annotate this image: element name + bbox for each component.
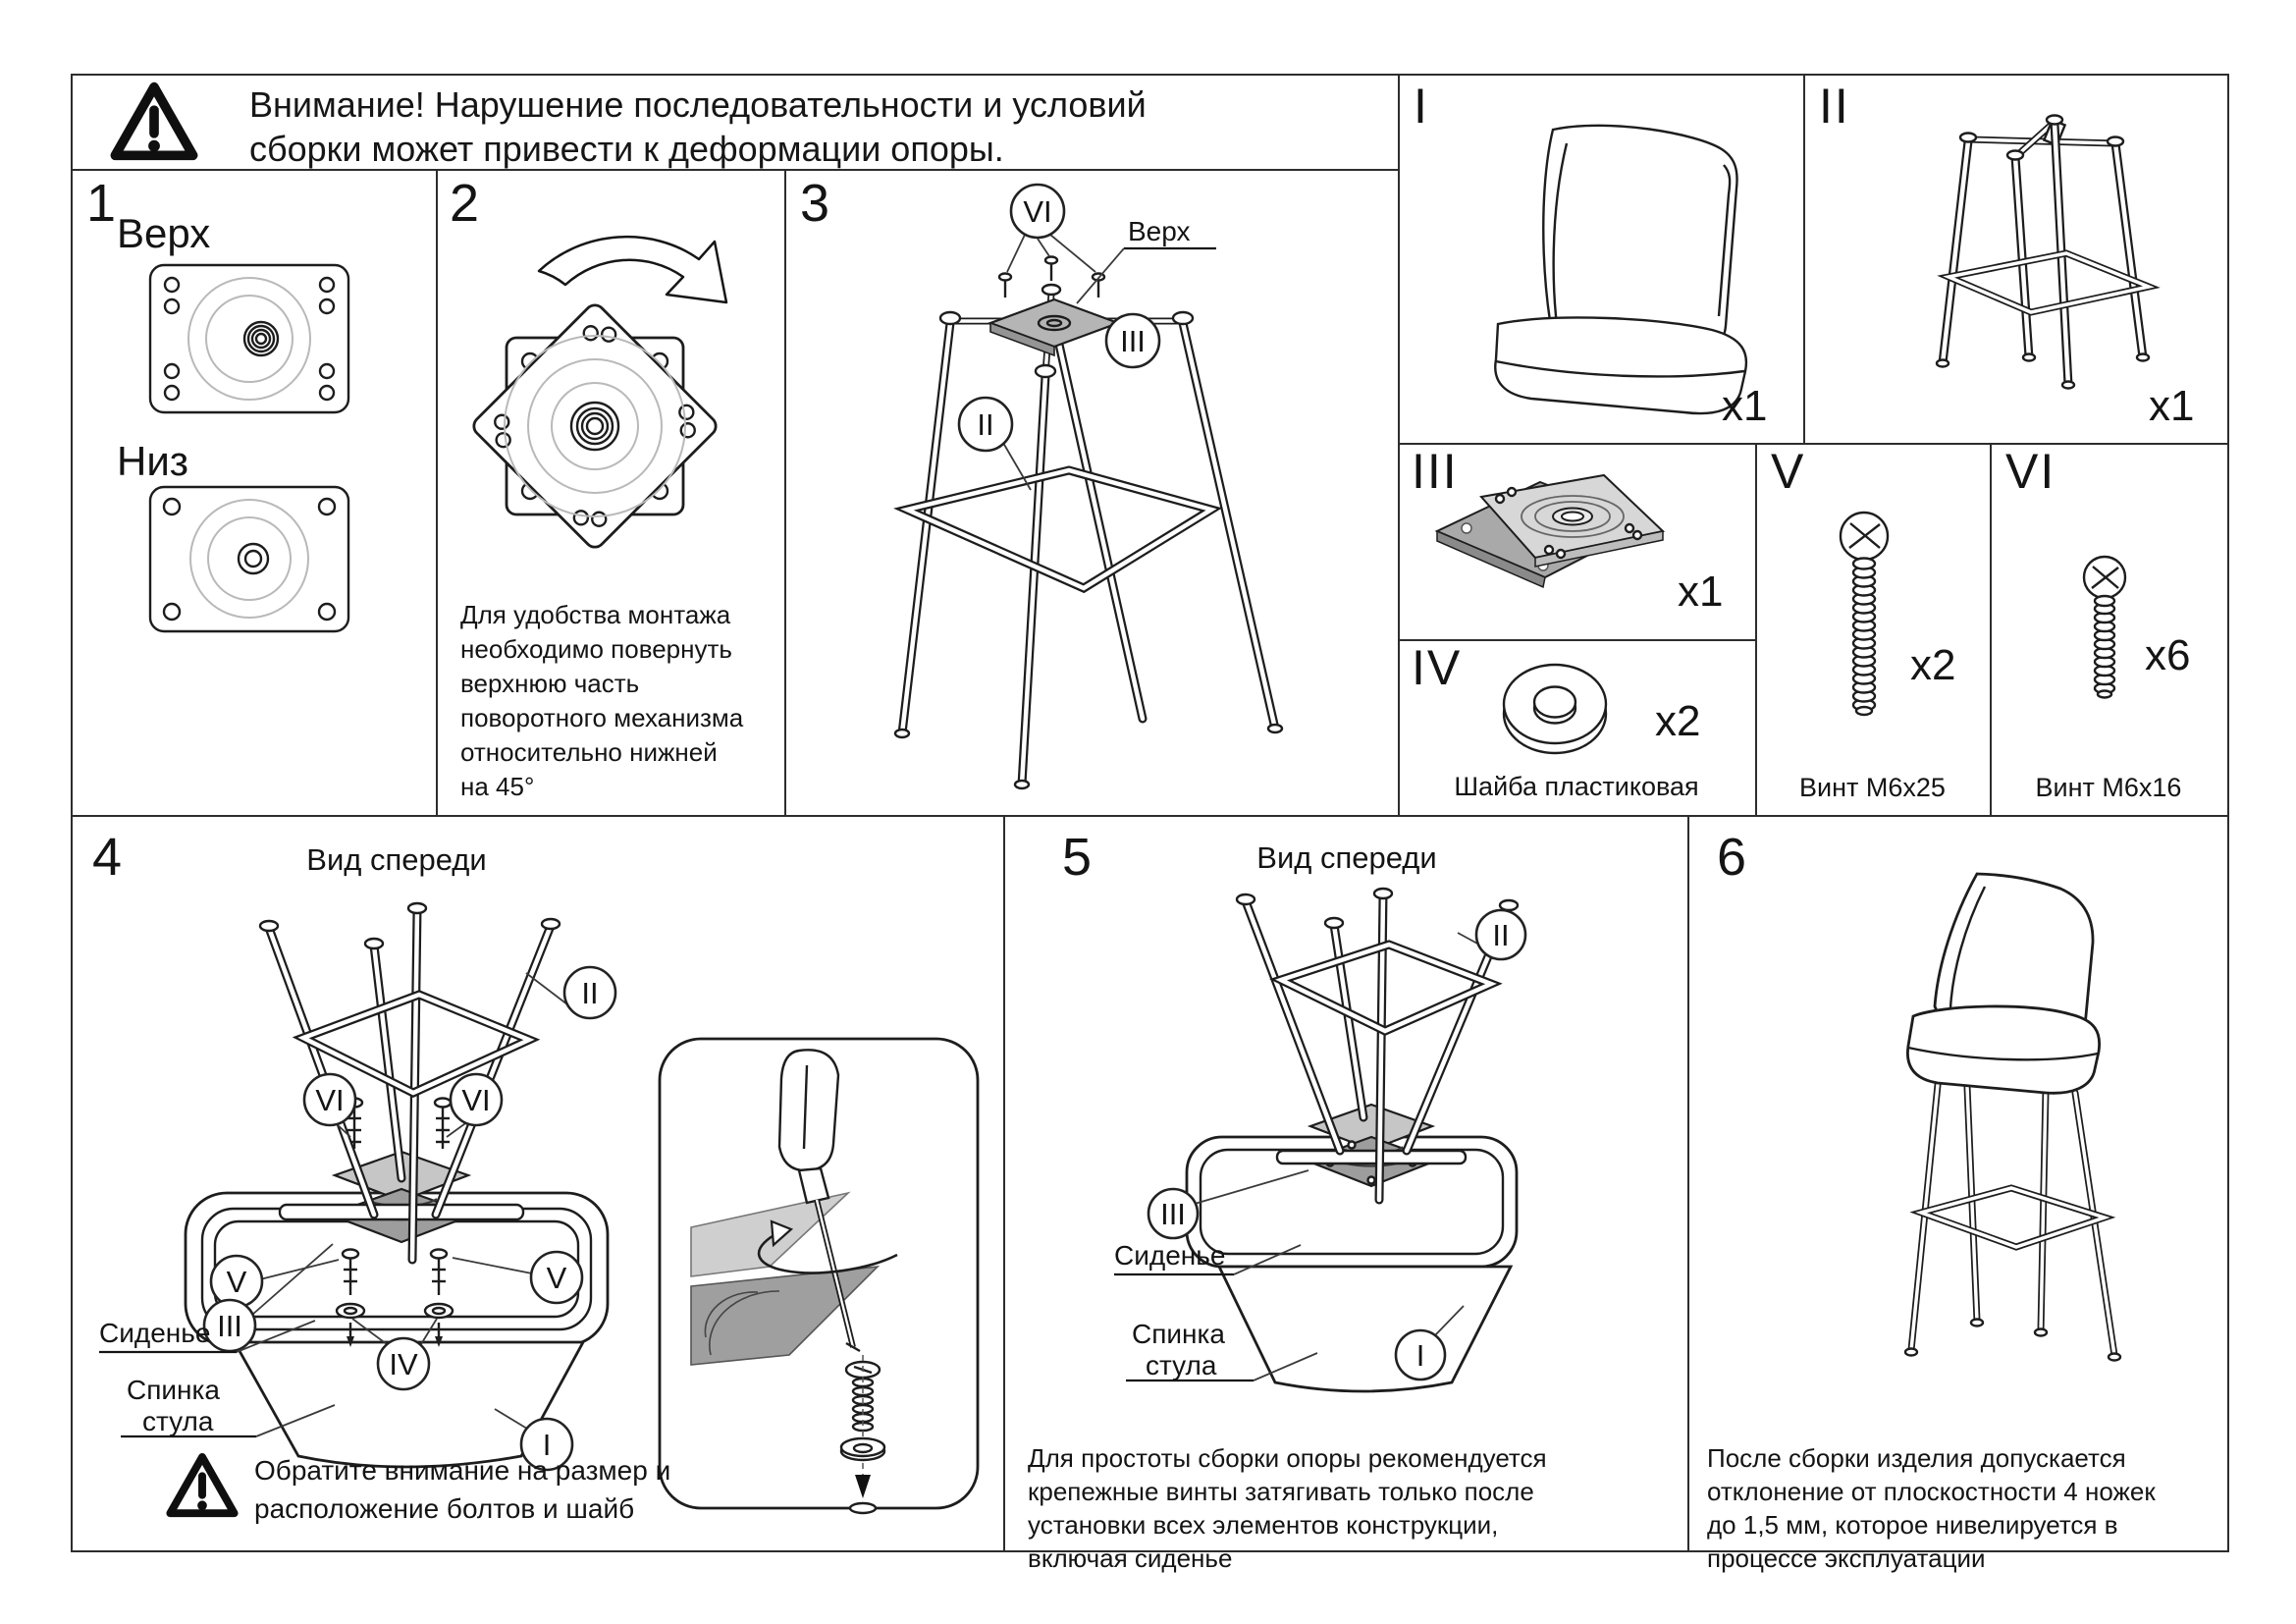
note-line: поворотного механизма <box>460 703 744 732</box>
callout-ii: II <box>977 407 994 442</box>
callout-v-left: V <box>226 1265 247 1299</box>
part-label: II <box>1819 79 1850 134</box>
note-line: отклонение от плоскостности 4 ножек <box>1707 1477 2156 1506</box>
note-line: верхнюю часть <box>460 669 640 698</box>
note-line: необходимо повернуть <box>460 634 732 664</box>
note-line: установки всех элементов конструкции, <box>1028 1510 1499 1540</box>
warning-line: расположение болтов и шайб <box>254 1493 635 1524</box>
seat-part-drawing <box>1437 110 1771 405</box>
step-number: 5 <box>1062 828 1093 887</box>
back-label-2: стула <box>142 1406 214 1436</box>
warning-icon <box>166 1451 239 1520</box>
warning-banner <box>73 76 1398 169</box>
part-name: Винт М6х16 <box>2035 773 2182 802</box>
part-label: I <box>1414 79 1429 134</box>
step-6-panel <box>1687 815 2227 1573</box>
note-line: крепежные винты затягивать только после <box>1028 1477 1534 1506</box>
note-line: Для удобства монтажа <box>460 600 731 629</box>
seat-label: Сиденье <box>99 1318 211 1348</box>
swivel-plate-bottom-drawing <box>146 483 352 635</box>
warning-line-2: сборки может привести к деформации опоры. <box>249 129 1004 169</box>
part-quantity: x2 <box>1910 641 1956 689</box>
part-quantity: x1 <box>1722 382 1768 430</box>
callout-iii: III <box>217 1309 242 1343</box>
step-5-panel <box>1003 815 1687 1573</box>
screwdriver-inset-drawing <box>652 1031 986 1517</box>
frame-part-drawing <box>1862 100 2186 405</box>
callout-vi-right: VI <box>461 1083 491 1117</box>
swivel-plate-top-drawing <box>146 261 352 416</box>
callout-iii: III <box>1160 1197 1186 1231</box>
note-line: на 45° <box>460 772 535 801</box>
step-number: 6 <box>1717 828 1747 887</box>
back-label-1: Спинка <box>1132 1319 1225 1349</box>
seat-label: Сиденье <box>1114 1240 1226 1271</box>
callout-i: I <box>542 1428 552 1462</box>
step-3-panel <box>784 169 1398 815</box>
part-ii-panel <box>1803 76 2227 443</box>
part-label: IV <box>1412 640 1463 695</box>
rotated-plate-drawing <box>446 212 774 585</box>
callout-i: I <box>1415 1338 1425 1373</box>
step-4-warning <box>254 1451 670 1528</box>
note-line: до 1,5 мм, которое нивелируется в <box>1707 1510 2118 1540</box>
step-5-note <box>1028 1441 1676 1575</box>
part-label: III <box>1412 444 1459 499</box>
step-2-panel <box>436 169 784 815</box>
callout-vi: VI <box>1023 194 1052 229</box>
top-view-label: Верх <box>117 210 211 256</box>
step-number: 4 <box>92 828 123 887</box>
note-line: процессе эксплуатации <box>1707 1543 1986 1573</box>
callout-v-right: V <box>546 1261 567 1295</box>
note-line: После сборки изделия допускается <box>1707 1443 2126 1473</box>
washer-part-drawing <box>1452 649 1658 772</box>
inverted-stool-drawing <box>87 898 696 1488</box>
swivel-plate-part-drawing <box>1427 458 1673 624</box>
frame-with-plate-drawing <box>804 184 1378 807</box>
note-line: Для простоты сборки опоры рекомендуется <box>1028 1443 1547 1473</box>
warning-line: Обратите внимание на размер и <box>254 1455 671 1486</box>
part-quantity: x6 <box>2145 631 2191 679</box>
note-line: относительно нижней <box>460 737 718 767</box>
screw-m6x25-drawing <box>1799 497 1937 752</box>
part-vi-panel <box>1990 443 2227 815</box>
view-title: Вид спереди <box>1256 840 1437 875</box>
part-quantity: x1 <box>2149 382 2195 430</box>
part-name: Винт М6х25 <box>1799 773 1946 802</box>
part-i-panel <box>1398 76 1803 443</box>
part-label: V <box>1771 444 1806 499</box>
warning-icon <box>110 81 198 163</box>
step-number: 3 <box>800 174 830 233</box>
step-number: 1 <box>86 174 117 233</box>
note-line: включая сиденье <box>1028 1543 1233 1573</box>
callout-ii: II <box>1492 918 1510 952</box>
part-label: VI <box>2005 444 2056 499</box>
warning-text <box>249 82 1147 171</box>
inverted-stool-on-seat-drawing <box>1096 884 1607 1419</box>
part-v-panel <box>1755 443 1990 815</box>
callout-vi-left: VI <box>315 1083 345 1117</box>
assembled-stool-drawing <box>1884 859 2178 1380</box>
plate-top-side-label: Верх <box>1128 216 1191 246</box>
callout-ii: II <box>581 976 599 1010</box>
rotate-arrow-icon <box>539 237 726 302</box>
part-quantity: x1 <box>1678 568 1724 616</box>
step-1-panel <box>73 169 436 815</box>
instruction-sheet <box>71 74 2229 1573</box>
view-title: Вид спереди <box>306 842 487 877</box>
bottom-view-label: Низ <box>117 438 189 484</box>
back-label-2: стула <box>1146 1350 1217 1380</box>
callout-iii: III <box>1120 324 1146 358</box>
step-6-note <box>1707 1441 2217 1575</box>
part-iv-panel <box>1398 639 1755 815</box>
step-2-note <box>460 598 765 804</box>
back-label-1: Спинка <box>127 1375 220 1405</box>
step-4-panel <box>73 815 1003 1550</box>
part-name: Шайба пластиковая <box>1454 772 1699 801</box>
warning-line-1: Внимание! Нарушение последовательности и условий <box>249 84 1147 125</box>
step-number: 2 <box>450 174 480 233</box>
part-quantity: x2 <box>1655 697 1701 745</box>
part-iii-panel <box>1398 443 1755 639</box>
callout-iv: IV <box>389 1347 418 1381</box>
